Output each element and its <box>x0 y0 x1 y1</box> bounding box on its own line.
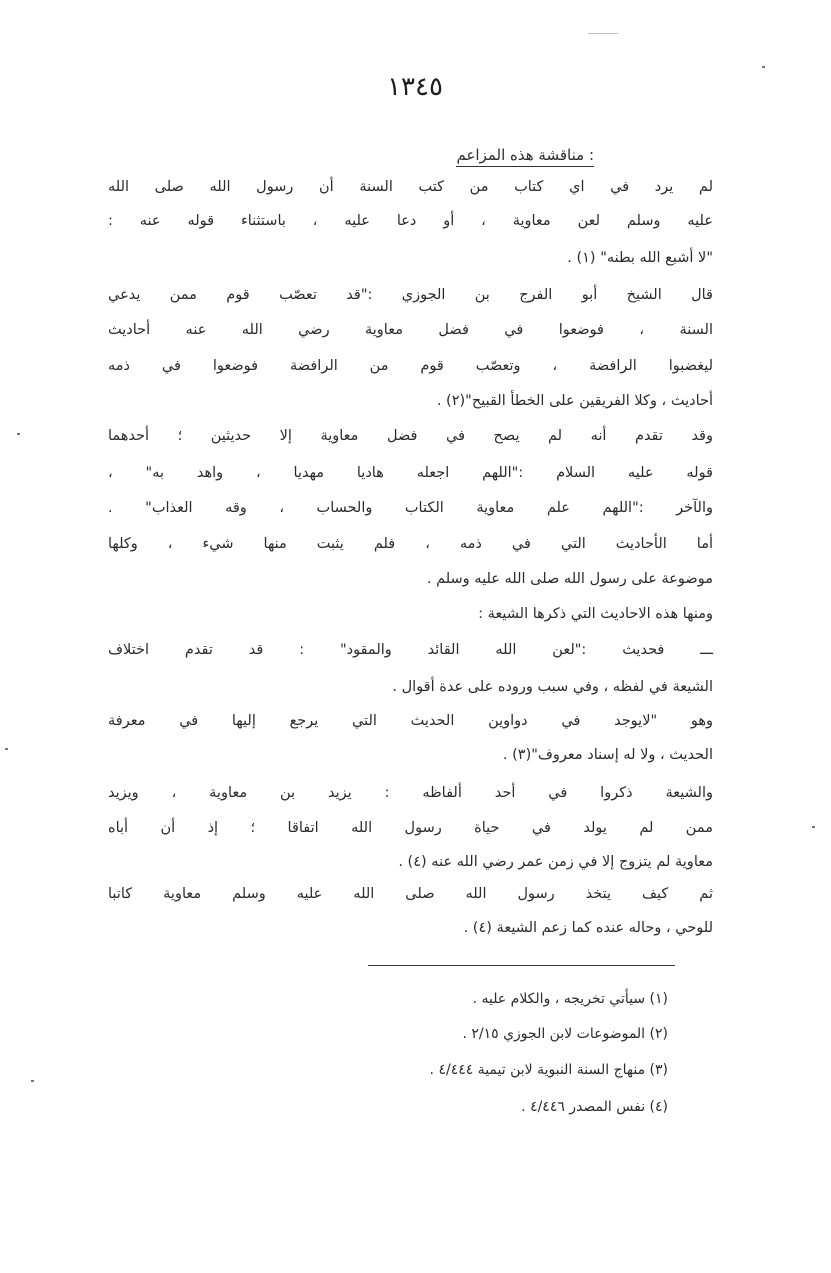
body-line: ومنها هذه الاحاديث التي ذكرها الشيعة : <box>478 606 713 622</box>
footnote-separator <box>368 965 675 966</box>
body-line: ثم كيف يتخذ رسول الله صلى الله عليه وسلم معاوية كاتبا <box>108 886 713 902</box>
body-line: قوله عليه السلام :"اللهم اجعله هاديا مهديا ، واهد به" ، <box>108 465 713 481</box>
scan-speck <box>17 433 20 435</box>
section-heading: مناقشة هذه المزاعم : <box>456 146 594 167</box>
body-line: ـــ فحديث :"لعن الله القائد والمقود" : قد تقدم اختلاف <box>108 642 713 658</box>
body-line: قال الشيخ أبو الفرج بن الجوزي :"قد تعصّب قوم ممن يدعي <box>108 287 713 303</box>
body-line: أما الأحاديث التي في ذمه ، فلم يثبت منها شيء ، وكلها <box>108 536 713 552</box>
body-line: لم يرد في اي كتاب من كتب السنة أن رسول الله صلى الله <box>108 179 713 195</box>
body-line: والآخر :"اللهم علم معاوية الكتاب والحساب ، وقه العذاب" . <box>108 500 713 516</box>
body-line: وقد تقدم أنه لم يصح في فضل معاوية إلا حديثين ؛ أحدهما <box>108 428 713 444</box>
body-line: ممن لم يولد في حياة رسول الله اتفاقا ؛ إذ أن أباه <box>108 820 713 836</box>
body-line: السنة ، فوضعوا في فضل معاوية رضي الله عنه أحاديث <box>108 322 713 338</box>
footnote: (٤) نفس المصدر ٤/٤٤٦ . <box>521 1099 668 1115</box>
scan-speck <box>588 33 618 34</box>
body-line: الشيعة في لفظه ، وفي سبب وروده على عدة أقوال . <box>392 679 713 695</box>
footnote: (١) سيأتي تخريجه ، والكلام عليه . <box>472 991 668 1007</box>
footnote: (٢) الموضوعات لابن الجوزي ٢/١٥ . <box>462 1026 668 1042</box>
scan-speck <box>762 66 765 68</box>
body-line: للوحي ، وحاله عنده كما زعم الشيعة (٤) . <box>463 920 713 936</box>
body-line: أحاديث ، وكلا الفريقين على الخطأ القبيح"(٢) . <box>436 393 713 409</box>
body-line: ليغضبوا الرافضة ، وتعصّب قوم من الرافضة فوضعوا في ذمه <box>108 358 713 374</box>
footnote: (٣) منهاج السنة النبوية لابن تيمية ٤/٤٤٤ . <box>429 1062 668 1078</box>
body-line: والشيعة ذكروا في أحد ألفاظه : يزيد بن معاوية ، ويزيد <box>108 785 713 801</box>
scan-speck <box>812 826 815 828</box>
body-line: موضوعة على رسول الله صلى الله عليه وسلم . <box>426 571 713 587</box>
scan-speck <box>31 1080 34 1082</box>
body-line: "لا أشبع الله بطنه" (١) . <box>567 250 713 266</box>
page-number: ١٣٤٥ <box>387 72 443 102</box>
body-line: معاوية لم يتزوج إلا في زمن عمر رضي الله عنه (٤) . <box>398 854 713 870</box>
body-line: وهو "لايوجد في دواوين الحديث التي يرجع إليها في معرفة <box>108 713 713 729</box>
scan-speck <box>5 748 8 750</box>
body-line: الحديث ، ولا له إسناد معروف"(٣) . <box>502 747 713 763</box>
body-line: عليه وسلم لعن معاوية ، أو دعا عليه ، باستثناء قوله عنه : <box>108 213 713 229</box>
